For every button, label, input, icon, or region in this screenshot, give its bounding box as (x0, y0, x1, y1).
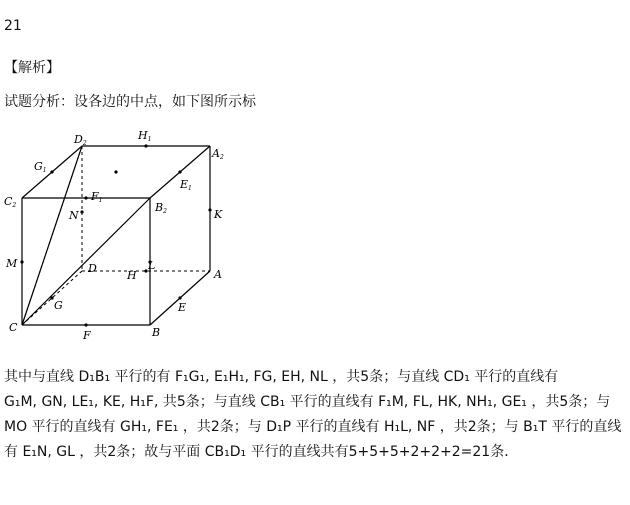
label-G: G (54, 299, 63, 312)
cube-figure (0, 123, 250, 345)
body-line-3: MO 平行的直线有 GH₁, FE₁ ，共2条；与 D₁P 平行的直线有 H₁L, NF ，共2条；与 B₁T 平行的直线 (4, 419, 622, 435)
answer-number: 21 (4, 18, 22, 34)
analysis-intro: 试题分析：设各边的中点，如下图所示标 (4, 94, 256, 110)
label-G1: G1 (34, 160, 47, 174)
label-H1: H1 (138, 129, 152, 143)
label-F1: F1 (91, 190, 103, 204)
label-E: E (178, 301, 187, 314)
midpoint-dots (20, 144, 211, 326)
label-A: A (214, 268, 222, 281)
body-line-1: 其中与直线 D₁B₁ 平行的有 F₁G₁, E₁H₁, FG, EH, NL ，共5条；与直线 CD₁ 平行的直线有 (4, 369, 559, 385)
label-E1: E1 (180, 178, 192, 192)
label-C2: C2 (4, 195, 17, 209)
label-B: B (152, 326, 161, 339)
analysis-heading: 【解析】 (4, 60, 60, 76)
label-D: D (88, 262, 97, 275)
label-M: M (6, 257, 18, 270)
label-B2: B2 (155, 201, 167, 215)
label-A2: A2 (212, 147, 224, 161)
label-F: F (83, 329, 91, 342)
label-N: N (69, 209, 79, 222)
label-D2: D2 (74, 133, 87, 147)
label-K: K (214, 208, 223, 221)
label-C: C (9, 321, 18, 334)
label-H: H (127, 269, 137, 282)
label-L: L (148, 259, 156, 272)
body-line-4: 有 E₁N, GL ，共2条；故与平面 CB₁D₁ 平行的直线共有5+5+5+2+2+2=21条． (4, 444, 519, 460)
body-line-2: G₁M, GN, LE₁, KE, H₁F, 共5条；与直线 CB₁ 平行的直线有 F₁M, FL, HK, NH₁, GE₁ ，共5条；与 (4, 394, 611, 410)
